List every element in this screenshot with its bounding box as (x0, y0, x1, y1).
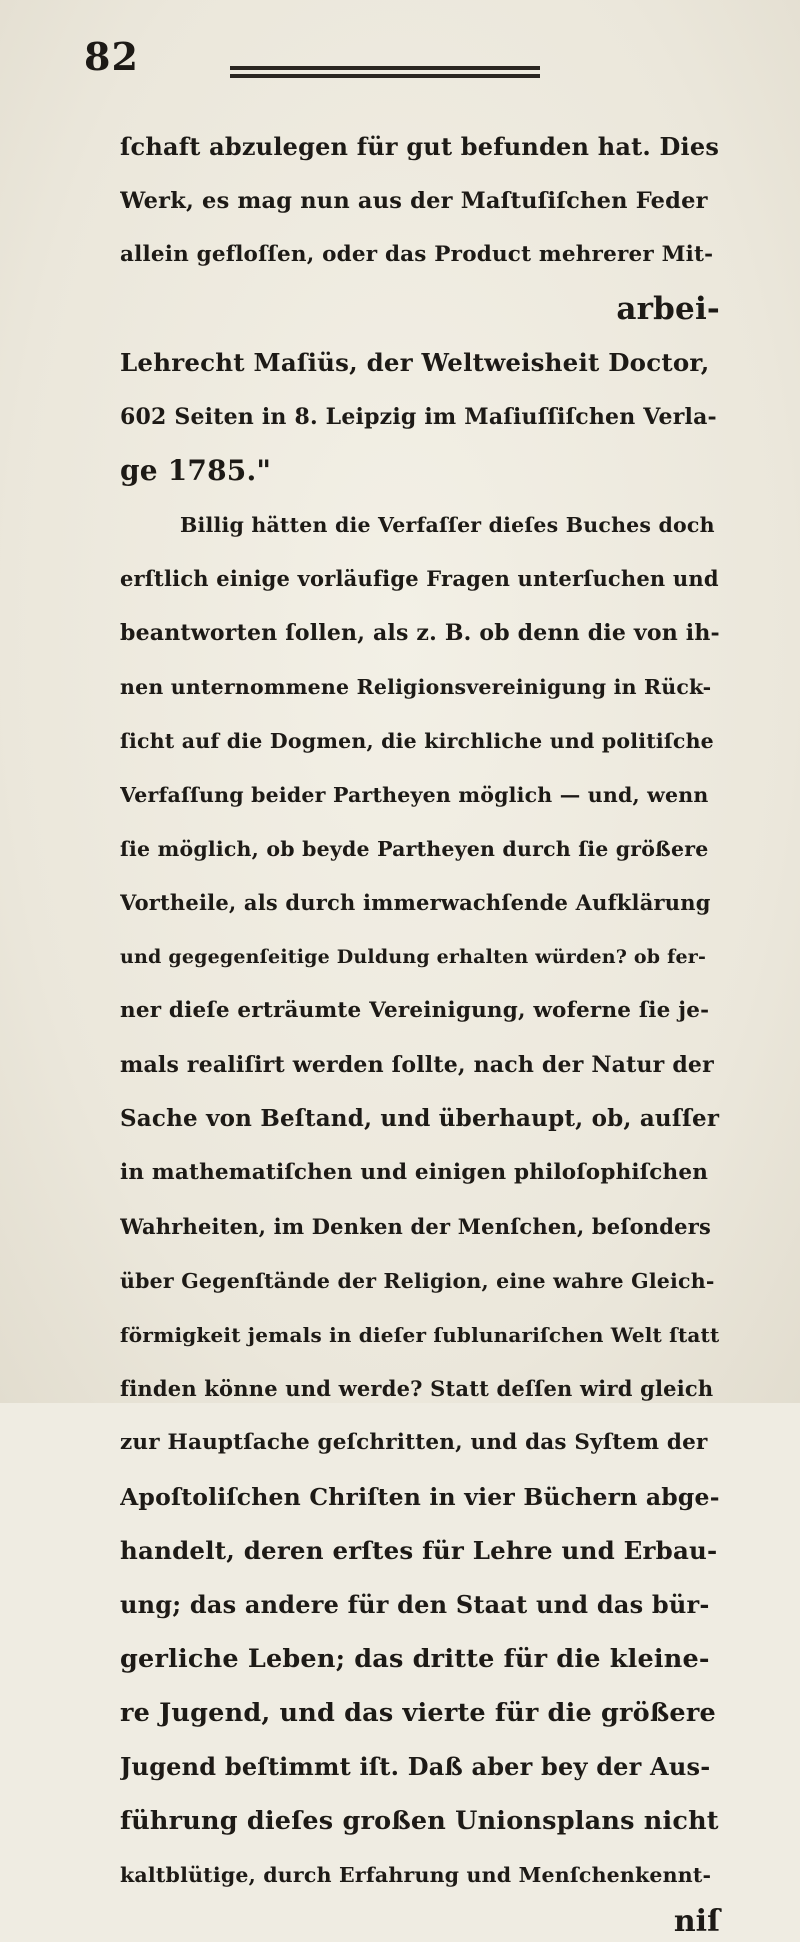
text-line: förmigkeit jemals in dieſer ſublunariſchen Welt ſtatt (120, 1323, 720, 1347)
text-line: allein gefloſſen, oder das Product mehrerer Mit- (120, 242, 714, 267)
text-line: re Jugend, und das vierte für die größere (120, 1698, 716, 1728)
text-line: Billig hätten die Verfaſſer dieſes Buches doch (180, 513, 715, 537)
text-line: nen unternommene Religionsvereinigung in Rück- (120, 675, 712, 699)
text-line: Wahrheiten, im Denken der Menſchen, beſonders (120, 1214, 712, 1239)
text-line: ſicht auf die Dogmen, die kirchliche und politiſche (120, 729, 714, 753)
text-line: Lehrecht Maſiüs, der Weltweisheit Doctor, (120, 348, 710, 377)
text-line: in mathematiſchen und einigen philoſophiſchen (120, 1160, 709, 1185)
catch-word: niſ (673, 1904, 720, 1939)
text-line: gerliche Leben; das dritte für die kleine- (120, 1644, 710, 1674)
text-line: zur Hauptſache geſchritten, und das Syſtem der (120, 1430, 708, 1455)
text-line: führung dieſes großen Unionsplans nicht (120, 1806, 719, 1836)
text-line: 602 Seiten in 8. Leipzig im Maſiuſſiſchen Verla- (120, 404, 717, 430)
text-line: kaltblütige, durch Erfahrung und Menſchenkennt- (120, 1863, 712, 1887)
text-line: Sache von Beſtand, und überhaupt, ob, auſſer (120, 1105, 720, 1132)
header-rule (230, 66, 540, 86)
text-line: Werk, es mag nun aus der Maſtuſiſchen Feder (120, 188, 708, 214)
text-line: Verfaſſung beider Partheyen möglich — und, wenn (120, 783, 709, 807)
text-line: ung; das andere für den Staat und das bür- (120, 1590, 710, 1619)
text-line: ſie möglich, ob beyde Partheyen durch ſie größere (120, 837, 709, 861)
text-line: ſchaft abzulegen für gut befunden hat. Dies (120, 132, 720, 161)
text-line: Vortheile, als durch immerwachſende Aufklärung (120, 890, 711, 915)
text-line: mals realiſirt werden ſollte, nach der Natur der (120, 1052, 714, 1078)
text-line: ge 1785." (120, 454, 272, 487)
body-text (120, 120, 720, 1942)
text-line: Jugend beſtimmt iſt. Daß aber bey der Aus- (120, 1752, 711, 1781)
text-line: handelt, deren erſtes für Lehre und Erbau- (120, 1536, 718, 1565)
page-number: 82 (84, 34, 139, 79)
text-line: finden könne und werde? Statt deſſen wird gleich (120, 1376, 714, 1401)
text-line: beantworten ſollen, als z. B. ob denn die von ih- (120, 620, 720, 646)
citation-block (120, 336, 720, 498)
text-line: über Gegenſtände der Religion, eine wahre Gleich- (120, 1269, 715, 1293)
text-line: arbei- (616, 291, 720, 327)
text-line: Apoſtoliſchen Chriſten in vier Büchern abge- (120, 1483, 720, 1511)
text-line: und gegegenſeitige Duldung erhalten würden? ob fer- (120, 946, 707, 968)
text-line: ner dieſe erträumte Vereinigung, woferne ſie je- (120, 998, 710, 1023)
text-line: erſtlich einige vorläufige Fragen unterſuchen und (120, 566, 719, 591)
